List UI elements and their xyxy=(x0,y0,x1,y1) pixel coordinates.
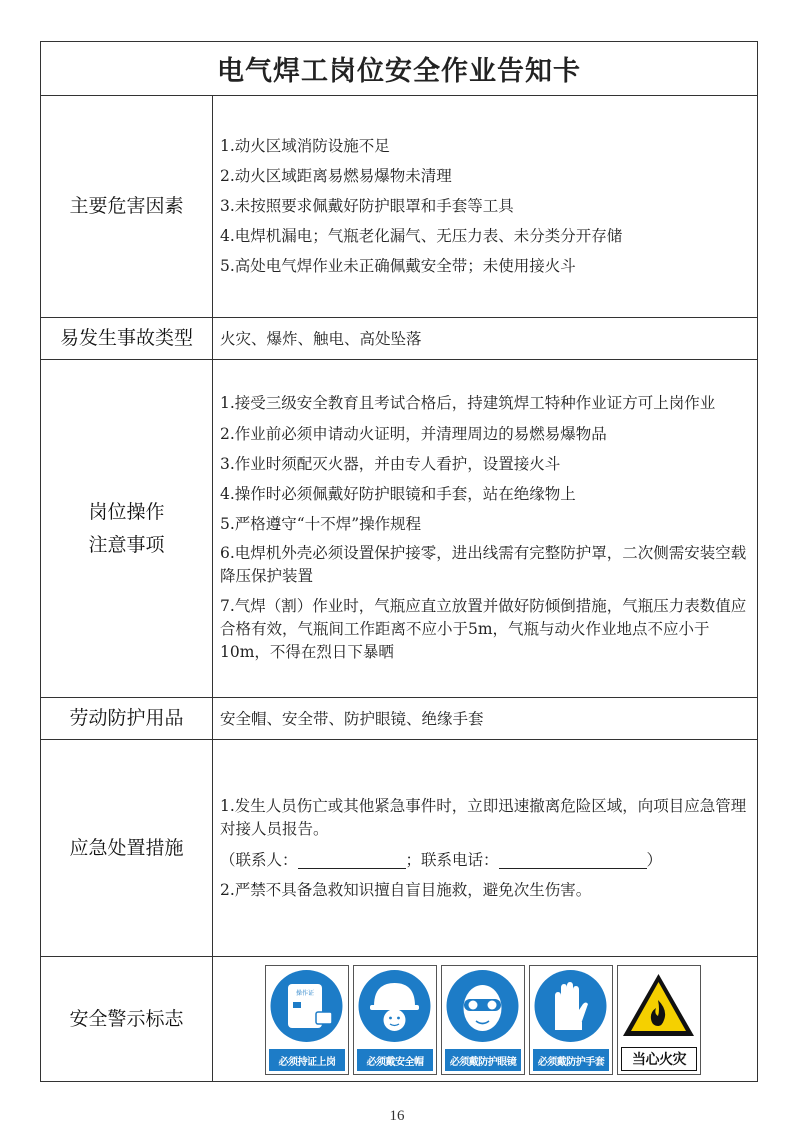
operations-row xyxy=(41,360,757,698)
contact-phone-blank xyxy=(499,850,647,869)
operation-item: 5.严格遵守“十不焊”操作规程 xyxy=(220,515,422,533)
contact-person-blank xyxy=(298,850,406,869)
sign-caption: 必须戴安全帽 xyxy=(357,1049,433,1071)
emergency-item: 2.严禁不具备急救知识擅自盲目施救，避免次生伤害。 xyxy=(220,880,592,899)
hazard-item: 4.电焊机漏电；气瓶老化漏气、无压力表、未分类分开存储 xyxy=(220,227,623,245)
sign-caption: 必须戴防护手套 xyxy=(533,1049,609,1071)
emergency-item: 1.发生人员伤亡或其他紧急事件时，立即迅速撤离危险区域，向项目应急管理对接人员报告。 xyxy=(220,796,747,838)
signs-group xyxy=(265,965,701,1075)
operations-label-line1: 岗位操作 xyxy=(88,500,165,523)
sign-fire-warning xyxy=(617,965,701,1075)
hazard-item: 5.高处电气焊作业未正确佩戴安全带；未使用接火斗 xyxy=(220,257,576,275)
ppe-content xyxy=(220,698,749,739)
hazard-item: 1.动火区域消防设施不足 xyxy=(220,137,390,155)
ppe-row xyxy=(41,698,757,740)
signs-row xyxy=(41,957,757,1081)
contact-phone-label: ；联系电话： xyxy=(405,850,499,869)
certificate-icon xyxy=(266,966,347,1048)
accidents-content xyxy=(220,318,749,359)
accidents-label: 易发生事故类型 xyxy=(41,318,213,359)
signs-label: 安全警示标志 xyxy=(41,957,213,1081)
certificate-inner-text: 操作证 xyxy=(295,990,315,997)
hazards-label: 主要危害因素 xyxy=(41,95,213,317)
operations-label-line2: 注意事项 xyxy=(88,533,165,556)
emergency-contact-line xyxy=(220,845,749,875)
emergency-label: 应急处置措施 xyxy=(41,740,213,956)
hazards-content xyxy=(220,95,749,317)
operation-item: 7.气焊（割）作业时，气瓶应直立放置并做好防倾倒措施，气瓶压力表数值应合格有效，气瓶间工作距离不应小于5m，气瓶与动火作业地点不应小于10m，不得在烈日下暴晒 xyxy=(220,597,747,661)
hazard-item: 3.未按照要求佩戴好防护眼罩和手套等工具 xyxy=(220,197,514,215)
goggles-icon xyxy=(442,966,523,1048)
sign-goggles xyxy=(441,965,525,1075)
hazard-item: 2.动火区域距离易燃易爆物未清理 xyxy=(220,167,452,185)
sign-caption: 必须戴防护眼镜 xyxy=(445,1049,521,1071)
operation-item: 3.作业时须配灭火器，并由专人看护，设置接火斗 xyxy=(220,455,561,473)
sign-gloves xyxy=(529,965,613,1075)
emergency-content xyxy=(220,740,749,956)
operation-item: 6.电焊机外壳必须设置保护接零，进出线需有完整防护罩，二次侧需安装空载降压保护装置 xyxy=(220,544,747,585)
card-title: 电气焊工岗位安全作业告知卡 xyxy=(41,42,757,96)
operations-content xyxy=(220,360,749,697)
ppe-text: 安全帽、安全带、防护眼镜、绝缘手套 xyxy=(220,709,484,728)
operations-label xyxy=(41,360,213,697)
sign-helmet xyxy=(353,965,437,1075)
sign-caption: 必须持证上岗 xyxy=(269,1049,345,1071)
contact-close: ） xyxy=(646,850,663,869)
hazards-row xyxy=(41,95,757,318)
sign-caption: 当心火灾 xyxy=(621,1047,697,1071)
sign-certificate xyxy=(265,965,349,1075)
notice-card xyxy=(40,41,758,1082)
ppe-label: 劳动防护用品 xyxy=(41,698,213,739)
contact-person-label: （联系人： xyxy=(220,850,298,869)
accidents-text: 火灾、爆炸、触电、高处坠落 xyxy=(220,329,422,348)
operation-item: 1.接受三级安全教育且考试合格后，持建筑焊工特种作业证方可上岗作业 xyxy=(220,394,716,412)
emergency-row xyxy=(41,740,757,957)
operation-item: 2.作业前必须申请动火证明，并清理周边的易燃易爆物品 xyxy=(220,425,607,443)
page-number: 16 xyxy=(389,1108,405,1124)
fire-warning-icon xyxy=(618,966,699,1048)
helmet-icon xyxy=(354,966,435,1048)
gloves-icon xyxy=(530,966,611,1048)
accidents-row xyxy=(41,318,757,360)
operation-item: 4.操作时必须佩戴好防护眼镜和手套，站在绝缘物上 xyxy=(220,485,576,503)
